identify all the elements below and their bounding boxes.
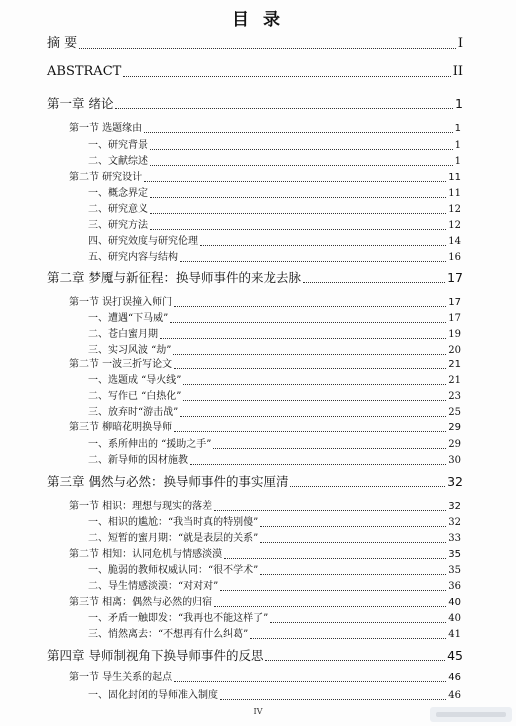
toc-leader-dots: [213, 447, 446, 449]
toc-entry-item[interactable]: [88, 251, 461, 265]
toc-entry-label: 五、研究内容与结构: [88, 252, 178, 263]
toc-entry-page-number: 41: [448, 629, 461, 640]
toc-entry-page-number: 33: [448, 533, 461, 544]
toc-entry-page-number: 29: [448, 439, 461, 450]
toc-entry-label: 一、概念界定: [88, 188, 148, 199]
toc-leader-dots: [160, 337, 446, 339]
toc-entry-section[interactable]: [69, 171, 461, 185]
toc-entry-section[interactable]: [69, 596, 461, 610]
toc-leader-dots: [150, 212, 446, 214]
toc-entry-item[interactable]: [88, 628, 461, 642]
toc-entry-label: 二、写作已 “白热化”: [88, 391, 182, 402]
toc-entry-item[interactable]: [88, 580, 461, 594]
toc-leader-dots: [220, 698, 446, 700]
toc-entry-page-number: 12: [448, 204, 461, 215]
toc-leader-dots: [214, 605, 446, 607]
toc-entry-label: 第三章 偶然与必然：换导师事件的事实厘清: [47, 474, 289, 489]
toc-leader-dots: [180, 415, 446, 417]
toc-entry-label: 一、研究背景: [88, 140, 148, 151]
toc-entry-page-number: 46: [448, 672, 461, 683]
toc-entry-label: 一、选题成 “导火线”: [88, 375, 182, 386]
toc-entry-chapter[interactable]: [47, 474, 463, 490]
toc-entry-label: 二、导生情感淡漠：“对对对”: [88, 581, 219, 592]
toc-leader-dots: [214, 509, 446, 511]
toc-entry-page-number: 14: [448, 236, 461, 247]
toc-entry-item[interactable]: [88, 203, 461, 217]
toc-entry-label: 二、短暂的蜜月期：“就是表层的关系”: [88, 533, 259, 544]
toc-leader-dots: [183, 399, 446, 401]
toc-entry-item[interactable]: [88, 454, 461, 468]
toc-entry-label: 一、遭遇“下马威”: [88, 313, 169, 324]
toc-entry-page-number: 17: [448, 297, 461, 308]
toc-leader-dots: [303, 281, 445, 283]
toc-entry-label: 第二章 梦魇与新征程：换导师事件的来龙去脉: [47, 270, 301, 285]
toc-entry-section[interactable]: [69, 122, 461, 136]
toc-entry-chapter[interactable]: [47, 648, 463, 664]
toc-entry-top[interactable]: [47, 36, 463, 52]
toc-entry-page-number: 25: [448, 407, 461, 418]
toc-entry-page-number: II: [452, 64, 463, 79]
toc-entry-item[interactable]: [88, 155, 461, 169]
toc-entry-page-number: 36: [448, 581, 461, 592]
toc-leader-dots: [224, 557, 446, 559]
toc-entry-item[interactable]: [88, 374, 461, 388]
toc-entry-label: 第四章 导师制视角下换导师事件的反思: [47, 648, 264, 663]
toc-entry-label: 二、苍白蜜月期: [88, 329, 158, 340]
toc-entry-page-number: 45: [447, 648, 463, 663]
toc-entry-label: 第二节 研究设计: [69, 172, 143, 183]
toc-leader-dots: [250, 637, 446, 639]
toc-entry-page-number: 35: [448, 565, 461, 576]
toc-leader-dots: [260, 541, 446, 543]
toc-leader-dots: [183, 383, 446, 385]
toc-entry-chapter[interactable]: [47, 270, 463, 286]
toc-entry-page-number: 17: [447, 270, 463, 285]
toc-entry-label: 一、系所伸出的 “援助之手”: [88, 439, 212, 450]
toc-entry-label: 三、放弃时“游击战”: [88, 407, 179, 418]
toc-entry-page-number: 16: [448, 252, 461, 263]
toc-leader-dots: [144, 131, 452, 133]
toc-entry-label: ABSTRACT: [47, 64, 122, 79]
watermark-badge: [430, 707, 512, 722]
toc-entry-label: 一、固化封闭的导师准入制度: [88, 690, 218, 701]
toc-entry-chapter[interactable]: [47, 96, 463, 112]
toc-leader-dots: [220, 589, 446, 591]
toc-entry-page-number: 20: [448, 345, 461, 356]
toc-leader-dots: [144, 180, 446, 182]
toc-entry-label: 三、悄然离去：“不想再有什么纠葛”: [88, 629, 249, 640]
toc-leader-dots: [173, 353, 446, 355]
toc-entry-section[interactable]: [69, 548, 461, 562]
toc-entry-item[interactable]: [88, 139, 461, 153]
toc-leader-dots: [170, 321, 446, 323]
toc-entry-page-number: 12: [448, 220, 461, 231]
toc-entry-item[interactable]: [88, 328, 461, 342]
toc-entry-label: 二、新导师的因材施教: [88, 455, 188, 466]
toc-entry-section[interactable]: [69, 500, 461, 514]
toc-leader-dots: [123, 75, 450, 77]
toc-entry-label: 第三节 相离：偶然与必然的归宿: [69, 597, 213, 608]
toc-entry-item[interactable]: [88, 390, 461, 404]
toc-entry-section[interactable]: [69, 421, 461, 435]
toc-entry-label: 第一节 误打误撞入师门: [69, 297, 173, 308]
toc-entry-page-number: 21: [448, 359, 461, 370]
toc-leader-dots: [115, 107, 453, 109]
toc-entry-page-number: 46: [448, 690, 461, 701]
toc-entry-page-number: 1: [454, 140, 461, 151]
toc-entry-section[interactable]: [69, 296, 461, 310]
toc-entry-item[interactable]: [88, 187, 461, 201]
toc-entry-page-number: 17: [448, 313, 461, 324]
toc-leader-dots: [190, 463, 446, 465]
toc-entry-item[interactable]: [88, 219, 461, 233]
toc-entry-page-number: 21: [448, 375, 461, 386]
toc-entry-label: 第一节 选题缘由: [69, 123, 143, 134]
toc-entry-page-number: I: [457, 36, 463, 51]
toc-entry-item[interactable]: [88, 406, 461, 420]
toc-leader-dots: [79, 47, 456, 49]
toc-entry-page-number: 11: [448, 188, 461, 199]
toc-entry-item[interactable]: [88, 516, 461, 530]
toc-entry-label: 一、矛盾一触即发：“我再也不能这样了”: [88, 613, 269, 624]
toc-entry-label: 第一节 相识：理想与现实的落差: [69, 501, 213, 512]
toc-entry-page-number: 40: [448, 613, 461, 624]
toc-leader-dots: [150, 228, 446, 230]
toc-entry-page-number: 32: [448, 501, 461, 512]
toc-entry-page-number: 1: [454, 156, 461, 167]
page-title: 目 录: [232, 10, 284, 30]
toc-entry-page-number: 1: [454, 123, 461, 134]
toc-entry-item[interactable]: [88, 344, 461, 358]
toc-leader-dots: [200, 244, 446, 246]
toc-entry-label: 一、相识的尴尬：“我当时真的特别傻”: [88, 517, 259, 528]
toc-entry-item[interactable]: [88, 312, 461, 326]
toc-entry-item[interactable]: [88, 235, 461, 249]
toc-leader-dots: [265, 659, 445, 661]
toc-leader-dots: [174, 430, 446, 432]
toc-entry-label: 第一章 绪论: [47, 96, 114, 111]
toc-entry-page-number: 35: [448, 549, 461, 560]
toc-entry-item[interactable]: [88, 689, 461, 703]
toc-entry-item[interactable]: [88, 612, 461, 626]
toc-entry-page-number: 1: [455, 96, 463, 111]
toc-entry-item[interactable]: [88, 438, 461, 452]
toc-entry-top[interactable]: [47, 64, 463, 80]
toc-entry-label: 第三节 柳暗花明换导师: [69, 422, 173, 433]
toc-entry-page-number: 11: [448, 172, 461, 183]
toc-entry-page-number: 29: [448, 422, 461, 433]
toc-entry-page-number: 32: [448, 517, 461, 528]
toc-leader-dots: [180, 260, 446, 262]
toc-leader-dots: [150, 148, 453, 150]
toc-leader-dots: [260, 525, 446, 527]
toc-entry-page-number: 19: [448, 329, 461, 340]
toc-entry-section[interactable]: [69, 358, 461, 372]
toc-entry-page-number: 30: [448, 455, 461, 466]
toc-entry-label: 四、研究效度与研究伦理: [88, 236, 198, 247]
toc-leader-dots: [290, 485, 445, 487]
toc-entry-label: 二、文献综述: [88, 156, 148, 167]
toc-leader-dots: [150, 196, 446, 198]
toc-leader-dots: [174, 305, 446, 307]
toc-entry-label: 第二节 一波三折写论文: [69, 359, 173, 370]
toc-entry-page-number: 40: [448, 597, 461, 608]
toc-entry-label: 摘 要: [47, 36, 78, 51]
toc-entry-label: 第一节 导生关系的起点: [69, 672, 173, 683]
toc-entry-section[interactable]: [69, 671, 461, 685]
toc-entry-page-number: 23: [448, 391, 461, 402]
toc-leader-dots: [150, 164, 453, 166]
toc-leader-dots: [174, 680, 446, 682]
toc-leader-dots: [174, 367, 446, 369]
toc-entry-label: 第二节 相知：认同危机与情感淡漠: [69, 549, 223, 560]
page-number-footer: IV: [253, 707, 263, 716]
toc-entry-label: 一、脆弱的教师权威认同：“很不学术”: [88, 565, 259, 576]
watermark-bar: [436, 712, 506, 717]
toc-entry-page-number: 32: [447, 474, 463, 489]
toc-leader-dots: [260, 573, 446, 575]
toc-entry-item[interactable]: [88, 564, 461, 578]
toc-leader-dots: [270, 621, 446, 623]
toc-entry-label: 三、实习风波 “劫”: [88, 345, 172, 356]
toc-entry-label: 二、研究意义: [88, 204, 148, 215]
toc-entry-item[interactable]: [88, 532, 461, 546]
toc-entry-label: 三、研究方法: [88, 220, 148, 231]
